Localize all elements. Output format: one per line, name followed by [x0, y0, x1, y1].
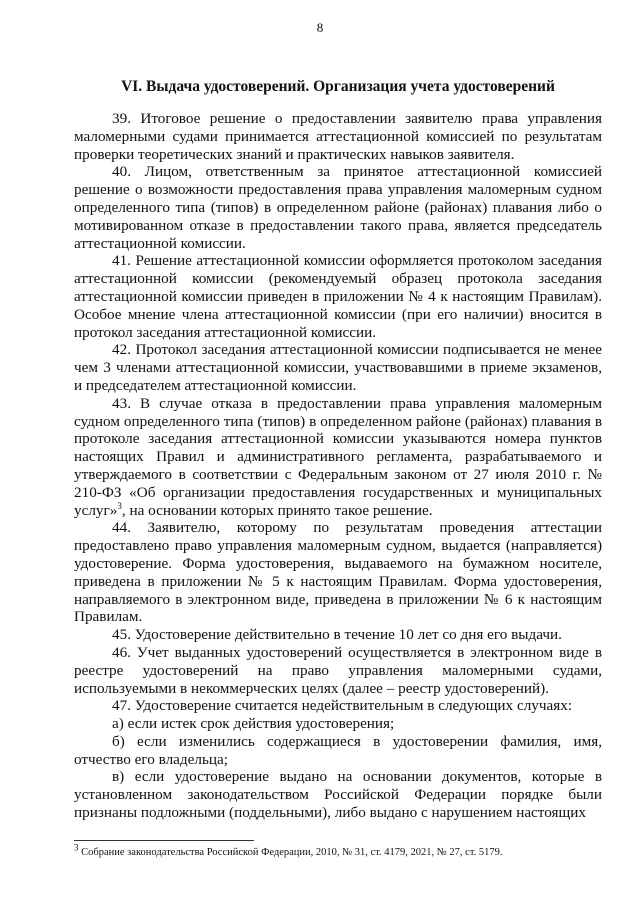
paragraph-47-b: б) если изменились содержащиеся в удостоверении фамилия, имя, отчество его владельца; — [74, 732, 602, 768]
footnote-reference: 3 — [117, 500, 122, 511]
paragraph-41: 41. Решение аттестационной комиссии оформляется протоколом заседания аттестационной комиссии (рекомендуемый образец протокола заседания аттестационной комиссии приведен в приложении № 4 к настоящим Правилам). Особое мнение члена аттестационной комиссии (при его наличии) вносится в протокол заседания аттестационной комиссии. — [74, 252, 602, 341]
paragraph-47-a: а) если истек срок действия удостоверения; — [112, 715, 395, 733]
paragraph-46: 46. Учет выданных удостоверений осуществляется в электронном виде в реестре удостоверений на право управления маломерными судами, используемыми в некоммерческих целях (далее – реестр удостоверений). — [74, 643, 602, 697]
paragraph-47: 47. Удостоверение считается недействительным в следующих случаях: — [112, 697, 573, 715]
section-title: VI. Выдача удостоверений. Организация учета удостоверений — [121, 78, 555, 95]
paragraph-43 — [74, 395, 602, 520]
paragraph-45: 45. Удостоверение действительно в течение 10 лет со дня его выдачи. — [112, 626, 562, 644]
page-number: 8 — [316, 20, 324, 35]
footnote-number: 3 — [74, 842, 79, 853]
paragraph-42: 42. Протокол заседания аттестационной комиссии подписывается не менее чем 3 членами аттестационной комиссии, участвовавшими в приеме экзаменов, и председателем аттестационной комиссии. — [74, 341, 602, 394]
paragraph-47-c: в) если удостоверение выдано на основании документов, которые в установленном законодательством Российской Федерации порядке были признаны подложными (поддельными), либо выдано с нарушением настоящих — [74, 768, 602, 822]
paragraph-43-text-end: , на основании которых принято такое решение. — [121, 501, 433, 519]
paragraph-40: 40. Лицом, ответственным за принятое аттестационной комиссией решение о возможности предоставления права управления маломерным судном определенного типа (типов) в определенном районе (районах) плавания либо о мотивированном отказе в предоставлении такого права, является председатель аттестационной комиссии. — [74, 163, 602, 252]
document-body — [74, 110, 602, 822]
footnote-text: Собрание законодательства Российской Федерации, 2010, № 31, ст. 4179, 2021, № 27, ст. 5179. — [78, 847, 503, 858]
paragraph-39: 39. Итоговое решение о предоставлении заявителю права управления маломерными судами принимается аттестационной комиссией по результатам проверки теоретических знаний и практических навыков заявителя. — [74, 110, 602, 163]
footnote — [74, 842, 602, 858]
paragraph-44: 44. Заявителю, которому по результатам проведения аттестации предоставлено право управления маломерным судном, выдается (направляется) удостоверение. Форма удостоверения, выдаваемого на бумажном носителе, приведена в приложении № 5 к настоящим Правилам. Форма удостоверения, направляемого в электронном виде, приведена в приложении № 6 к настоящим Правилам. — [74, 519, 602, 626]
paragraph-43-text: 43. В случае отказа в предоставлении права управления маломерным судном определенного типа (типов) в определенном районе (районах) плавания в протоколе заседания аттестационной комиссии указываются номера пунктов настоящих Правил и административного регламента, разрабатываемого и утверждаемого в соответствии с Федеральным законом от 27 июля 2010 г. № 210-ФЗ «Об организации предоставления государственных и муниципальных услуг» — [74, 394, 602, 519]
footnote-divider — [74, 840, 254, 841]
